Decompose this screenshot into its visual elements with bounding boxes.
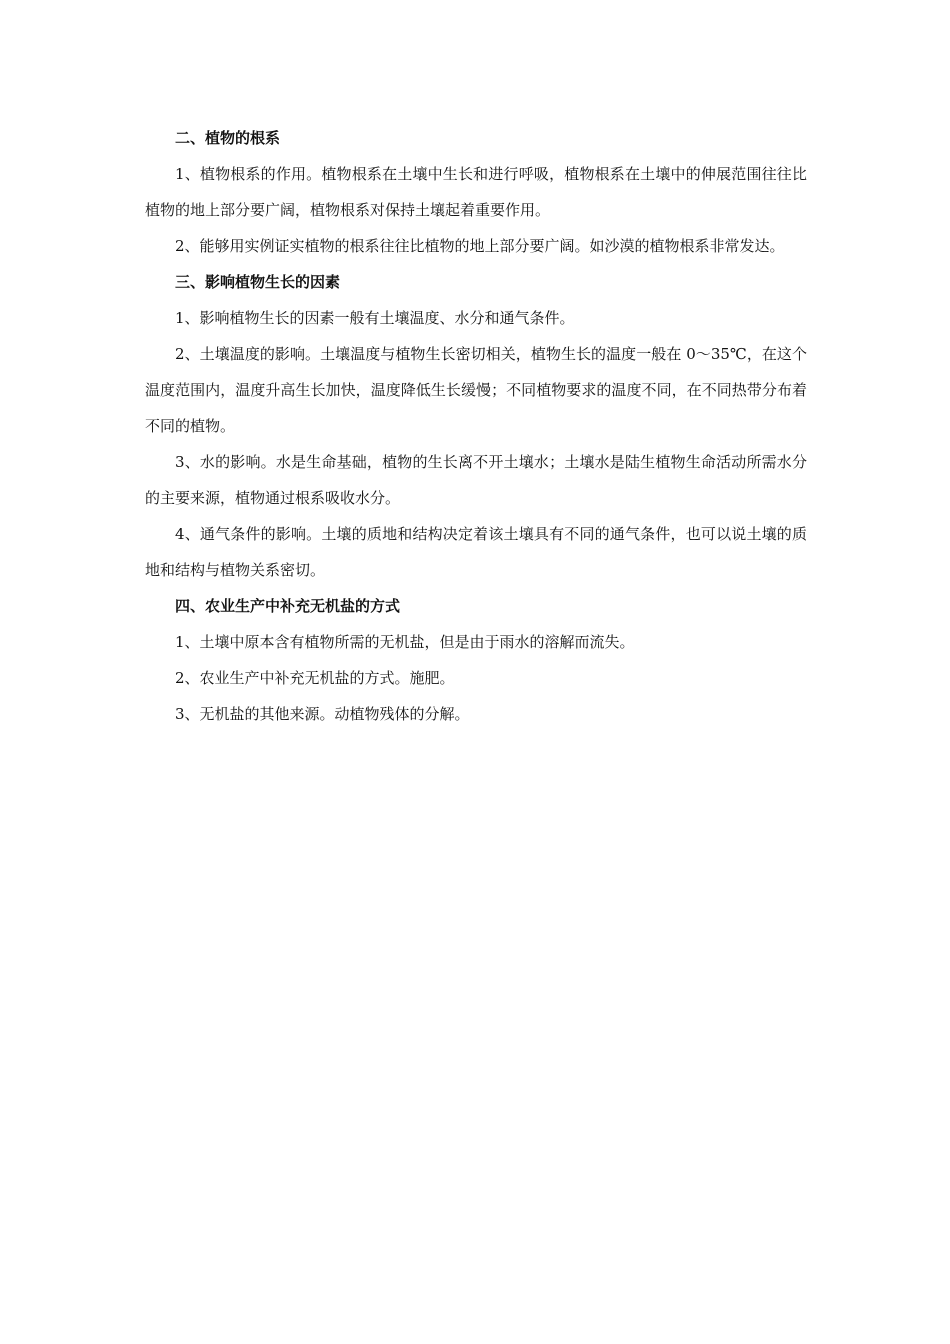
paragraph: 2、农业生产中补充无机盐的方式。施肥。 xyxy=(175,669,455,687)
paragraph: 1、影响植物生长的因素一般有土壤温度、水分和通气条件。 xyxy=(175,309,575,327)
section-heading-inorganic-salts: 四、农业生产中补充无机盐的方式 xyxy=(175,597,401,615)
paragraph: 1、植物根系的作用。植物根系在土壤中生长和进行呼吸，植物根系在土壤中的伸展范围往往比植物的地上部分要广阔，植物根系对保持土壤起着重要作用。 xyxy=(145,165,807,219)
paragraph: 2、土壤温度的影响。土壤温度与植物生长密切相关，植物生长的温度一般在 0～35℃，在这个温度范围内，温度升高生长加快，温度降低生长缓慢；不同植物要求的温度不同，在不同热带分布着不同的植物。 xyxy=(145,345,807,435)
section-heading-growth-factors: 三、影响植物生长的因素 xyxy=(175,273,341,291)
paragraph: 2、能够用实例证实植物的根系往往比植物的地上部分要广阔。如沙漠的植物根系非常发达。 xyxy=(175,237,785,255)
document-body xyxy=(145,120,807,732)
section-heading-roots: 二、植物的根系 xyxy=(175,129,281,147)
paragraph: 3、水的影响。水是生命基础，植物的生长离不开土壤水；土壤水是陆生植物生命活动所需水分的主要来源，植物通过根系吸收水分。 xyxy=(145,453,807,507)
paragraph: 3、无机盐的其他来源。动植物残体的分解。 xyxy=(175,705,470,723)
paragraph: 4、通气条件的影响。土壤的质地和结构决定着该土壤具有不同的通气条件，也可以说土壤的质地和结构与植物关系密切。 xyxy=(145,525,807,579)
paragraph: 1、土壤中原本含有植物所需的无机盐，但是由于雨水的溶解而流失。 xyxy=(175,633,635,651)
